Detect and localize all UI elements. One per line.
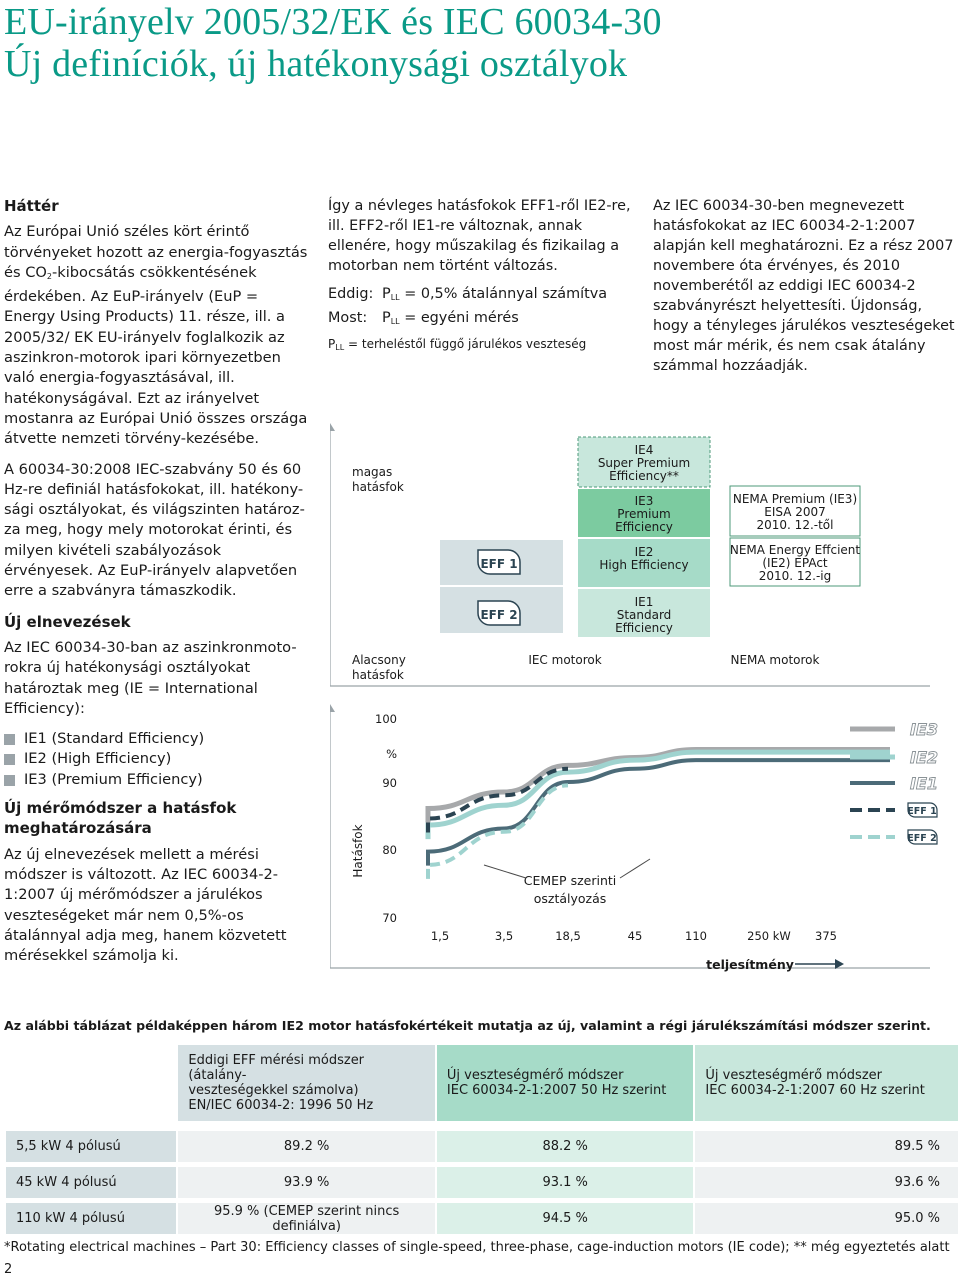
x-tick-label: 45 [627, 929, 643, 943]
ie3-label: Premium [617, 507, 671, 521]
x-tick-label: 3,5 [494, 929, 514, 943]
svg-text:(IE2) EPAct: (IE2) EPAct [762, 556, 828, 570]
legend-label: EFF 2 [907, 833, 937, 844]
y-tick-label: 70 [382, 911, 397, 925]
eff2-logo [478, 601, 520, 625]
y-tick-label: % [386, 747, 397, 761]
x-tick-label: 1,5 [430, 929, 450, 943]
series-line-eff-2 [428, 785, 568, 879]
list-item: IE3 (Premium Efficiency) [4, 770, 309, 790]
low-efficiency-label: hatásfok [352, 668, 404, 682]
table-row: 110 kW 4 pólusú 95.9 % (CEMEP szerint nincs definiálva) 94.5 % 95.0 % [6, 1203, 958, 1234]
x-tick-label: 375 [815, 929, 837, 943]
before-value: $P_{LL} = 0,5\%$ átalánnyal számítva [382, 286, 608, 302]
legend-label: IE3 [910, 720, 939, 739]
series-line-ie1 [428, 760, 890, 866]
heading-new-names: Új elnevezések [4, 612, 131, 631]
measurement-comparison [328, 284, 638, 358]
y-axis-label: Hatásfok [351, 824, 365, 878]
ie2-label: High Efficiency [599, 558, 689, 572]
up-arrow-icon [330, 704, 335, 712]
title-line-2: Új definíciók, új hatékonysági osztályok [4, 43, 628, 85]
paragraph-measurement: Az IEC 60034-30-ben megnevezett hatásfokokat az IEC 60034-2-1:2007 alapján kell meghatározni. Ez a rész 2007 novembere óta érvényes, és 2010 novemberétől az eddigi IEC 60034-2 szabványrészt helyettesíti. Újdonság, hogy a tényleges járulékos veszteségeket most már mérik, és nem csak átalány számmal hozzáadják. [653, 198, 955, 374]
low-efficiency-label: Alacsony [352, 653, 406, 667]
legend-label: IE2 [910, 748, 939, 767]
title-line-1: EU-irányelv 2005/32/EK és IEC 60034-30 [4, 1, 662, 43]
efficiency-class-list [4, 729, 309, 790]
ie4-label: Efficiency** [609, 469, 679, 483]
eff1-logo [478, 550, 520, 574]
x-tick-label: 110 [685, 929, 707, 943]
footnote: *Rotating electrical machines – Part 30: Efficiency classes of single-speed, three-phase, cage-induction motors (IE code); ** még egyeztetés alatt [4, 1240, 950, 1255]
list-item: IE2 (High Efficiency) [4, 749, 309, 769]
header-old-method: Eddigi EFF mérési módszer (átalány- veszteségekkel számolva) EN/IEC 60034-2: 1996 50 Hz [178, 1045, 435, 1121]
x-tick-label: 18,5 [555, 929, 581, 943]
high-efficiency-label: hatásfok [352, 480, 404, 494]
before-label: Eddig: [328, 286, 374, 302]
header-new-60hz: Új veszteségmérő módszer IEC 60034-2-1:2007 60 Hz szerint [695, 1045, 958, 1121]
heading-background: Háttér [4, 197, 59, 215]
x-axis-label: teljesítmény [706, 957, 794, 972]
svg-text:2010. 12.-től: 2010. 12.-től [756, 518, 834, 532]
efficiency-chart [330, 704, 938, 972]
svg-text:NEMA Energy Effcient: NEMA Energy Effcient [729, 543, 861, 557]
ie4-label: IE4 [634, 443, 654, 457]
cemep-annotation: osztályozás [533, 891, 607, 906]
ie3-label: IE3 [634, 494, 654, 508]
now-value: $P_{LL}$ = egyéni mérés [382, 310, 519, 326]
ie4-label: Super Premium [597, 456, 691, 470]
page-number: 2 [4, 1262, 13, 1277]
y-tick-label: 80 [382, 843, 397, 857]
table-header-row [6, 1045, 958, 1121]
column-3 [653, 196, 958, 386]
y-tick-label: 100 [375, 712, 397, 726]
paragraph-standard: A 60034-30:2008 IEC-szabvány 50 és 60 Hz-re definiál hatásfokokat, ill. hatékony-sági osztályokat, és világszinten határoz-za meg, hogy mely motorokat érinti, és milyen kivételi szabályozások érvényesek. Az EuP-irányelv alapvetően erre a szabványra támaszkodik. [4, 460, 305, 600]
column-1 [4, 196, 309, 976]
column-2 [328, 196, 638, 358]
efficiency-class-diagram [330, 423, 958, 985]
now-label: Most: [328, 310, 368, 326]
svg-text:EFF 1: EFF 1 [480, 557, 518, 571]
cemep-annotation: CEMEP szerinti [523, 873, 617, 888]
svg-text:EFF 2: EFF 2 [480, 608, 518, 622]
legend-label: IE1 [910, 774, 939, 793]
header-new-50hz: Új veszteségmérő módszer IEC 60034-2-1:2007 50 Hz szerint [437, 1045, 694, 1121]
high-efficiency-label: magas [352, 465, 393, 479]
iec-motor-label: IEC motorok [528, 653, 602, 667]
heading-new-method: Új mérőmódszer a hatásfok meghatározására [4, 799, 237, 838]
list-item: IE1 (Standard Efficiency) [4, 729, 309, 749]
efficiency-comparison-table [4, 1045, 960, 1234]
table-row: 45 kW 4 pólusú 93.9 % 93.1 % 93.6 % [6, 1167, 958, 1198]
x-tick-label: 250 kW [747, 929, 791, 943]
table-caption: Az alábbi táblázat példaképpen három IE2 motor hatásfokértékeit mutatja az új, valamint a régi járulékszámítási módszer szerint. [4, 1018, 931, 1033]
ie1-label: Efficiency [615, 621, 673, 635]
nema-motor-label: NEMA motorok [730, 653, 820, 667]
svg-text:EISA 2007: EISA 2007 [764, 505, 826, 519]
paragraph-background: Az Európai Unió széles kört érintő törvényeket hozott az energia-fogyasztás és $CO_2$-kibocsátás csökkentésének érdekében. Az EuP-irányelv (EuP = Energy Using Products) 11. része, ill. a 2005/32/ EK EU-irányelv foglalkozik az aszinkron-motorok ipari környezetben való energia-fogyasztásával, ill. hatékonyságával. Ezt az irányelvet mostanra az Európai Unió összes országa átvette nemzeti törvény-kezésébe. [4, 223, 308, 448]
svg-text:2010. 12.-ig: 2010. 12.-ig [758, 569, 832, 583]
pll-definition: $P_{LL}$ = terheléstől függő járulékos veszteség [328, 337, 587, 352]
y-tick-label: 90 [382, 776, 397, 790]
ie1-label: IE1 [634, 595, 654, 609]
paragraph-new-method: Az új elnevezések mellett a mérési módszer is változott. Az IEC 60034-2-1:2007 új mérőmódszer a járulékos veszteségeket már nem 0,5%-os átalánnyal adja meg, hanem közvetett mérésekkel számolja ki. [4, 845, 287, 965]
up-arrow-icon [330, 423, 335, 431]
svg-text:NEMA Premium (IE3): NEMA Premium (IE3) [732, 492, 858, 506]
paragraph-rename: Így a névleges hatásfokok EFF1-ről IE2-re, ill. EFF2-ről IE1-re változnak, annak ellenére, hogy műszakilag és fizikailag a motorban nem történt változás. [328, 198, 631, 274]
ie1-label: Standard [616, 608, 672, 622]
table-row: 5,5 kW 4 pólusú 89.2 % 88.2 % 89.5 % [6, 1131, 958, 1162]
ie2-label: IE2 [634, 545, 654, 559]
legend-label: EFF 1 [907, 806, 937, 817]
ie3-label: Efficiency [615, 520, 673, 534]
paragraph-new-names: Az IEC 60034-30-ban az aszinkronmoto-rokra új hatékonysági osztályokat határoztak meg (IE = International Efficiency): [4, 638, 297, 717]
